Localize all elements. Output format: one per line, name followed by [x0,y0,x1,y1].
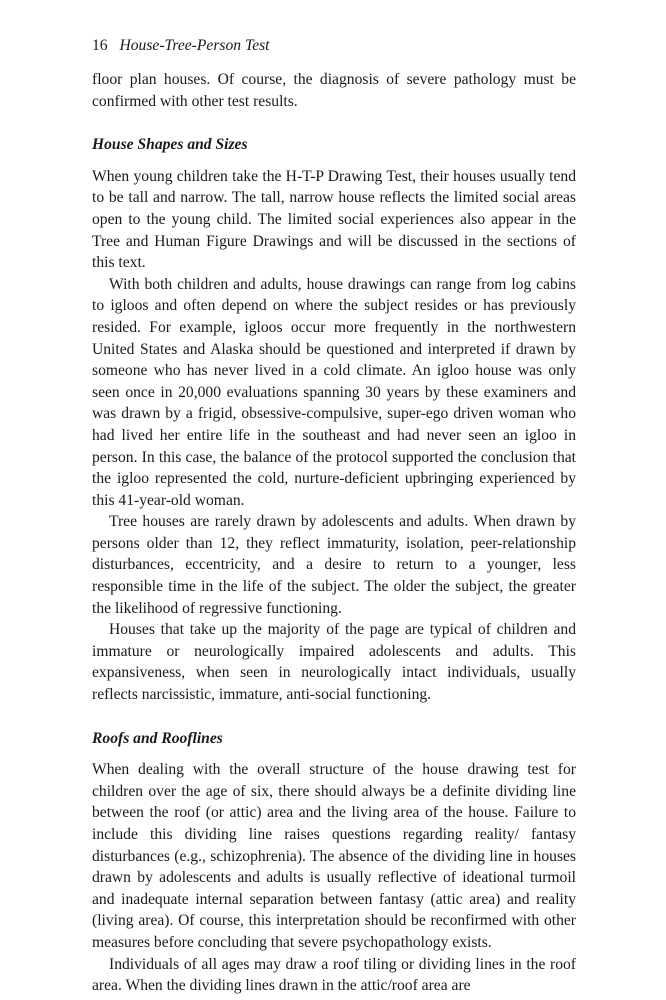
book-page [92,35,576,997]
section-house-shapes [92,134,576,705]
section-roofs [92,728,576,997]
running-head [92,35,576,57]
section-heading: House Shapes and Sizes [92,136,248,154]
section-spacer [92,112,576,134]
body-paragraph: When young children take the H-T-P Drawing Test, their houses usually tend to be tall and narrow. The tall, narrow house reflects the limited social areas open to the young child. The limited social experiences also appear in the Tree and Human Figure Drawings and will be discussed in the sections of this text. [92,167,576,272]
body-paragraph: With both children and adults, house drawings can range from log cabins to igloos and often depend on where the subject resides or has previously resided. For example, igloos occur more frequently in the northwestern United States and Alaska should be questioned and interpreted if drawn by someone who has never lived in a cold climate. An igloo house was only seen once in 20,000 evaluations spanning 30 years by these examiners and was drawn by a frigid, obsessive-compulsive, super-ego driven woman who had lived her entire life in the southeast and had never seen an igloo in person. In this case, the balance of the protocol supported the conclusion that the igloo represented the cold, nurture-deficient upbringing experienced by this 41-year-old woman. [92,275,576,509]
intro-paragraph: floor plan houses. Of course, the diagnosis of severe pathology must be confirmed with other test results. [92,71,576,110]
running-head-title: House-Tree-Person Test [119,37,270,54]
body-paragraph: Tree houses are rarely drawn by adolescents and adults. When drawn by persons older than 12, they reflect immaturity, isolation, peer-relationship disturbances, eccentricity, and a desire to return to a younger, less responsible time in the life of the subject. The older the subject, the greater the likelihood of regressive functioning. [92,513,576,617]
section-spacer [92,706,576,728]
page-number: 16 [92,37,108,54]
body-paragraph: Individuals of all ages may draw a roof tiling or dividing lines in the roof area. When the dividing lines drawn in the attic/roof area are [92,955,576,995]
body-paragraph: Houses that take up the majority of the page are typical of children and immature or neurologically impaired adolescents and adults. This expansiveness, when seen in neurologically intact individuals, usually reflects narcissistic, immature, anti-social functioning. [92,621,576,704]
body-paragraph: When dealing with the overall structure of the house drawing test for children over the age of six, there should always be a definite dividing line between the roof (or attic) area and the living area of the house. Failure to include this dividing line raises questions regarding reality/ fantasy disturbances (e.g., schizophrenia). The absence of the dividing line in houses drawn by adolescents and adults is usually reflective of ideational turmoil and inadequate internal separation between fantasy (attic area) and reality (living area). Of course, this interpretation should be reconfirmed with other measures before concluding that severe psychopathology exists. [92,761,576,951]
section-heading: Roofs and Rooflines [92,729,223,747]
